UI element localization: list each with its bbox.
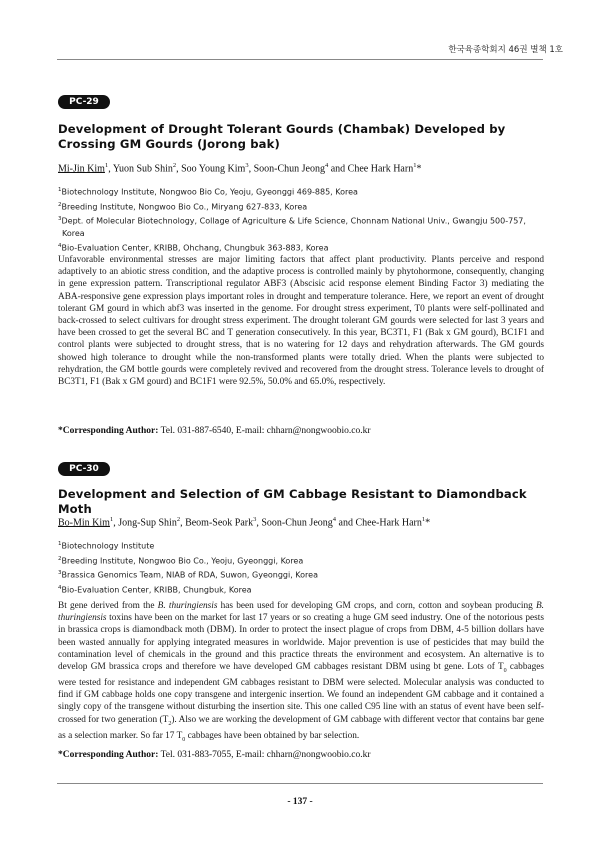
affiliation-text: Korea — [62, 228, 85, 238]
affiliation-mark: 1 — [58, 187, 62, 193]
abstract-id-badge: PC-30 — [58, 462, 110, 476]
author-name: Jong-Sup Shin — [118, 517, 177, 529]
generation-subscript: 0 — [182, 736, 186, 743]
abstract-title: Development of Drought Tolerant Gourds (Chambak) Developed by Crossing GM Gourds (Jorong bak) — [58, 122, 506, 151]
author-affil-mark: 1 — [104, 162, 109, 169]
author-name: Yuon Sub Shin — [112, 163, 173, 175]
abstract-body — [58, 600, 544, 746]
author-name: Soon-Chun Jeong — [253, 163, 325, 175]
generation-subscript: 0 — [503, 667, 507, 674]
author-affil-mark: 2 — [176, 516, 181, 523]
author-affil-mark: 2 — [172, 162, 177, 169]
footer-divider — [57, 783, 543, 784]
author-affil-mark: 1 — [109, 516, 114, 523]
author-separator: , — [180, 517, 186, 529]
corresponding-author-contact: Tel. 031-883-7055, E-mail: chharn@nongwoobio.co.kr — [158, 750, 371, 760]
corresponding-author — [58, 750, 544, 760]
affiliation-mark: 2 — [58, 555, 62, 562]
affiliation-text: Breeding Institute, Nongwoo Bio Co., Miryang 627-833, Korea — [61, 202, 308, 212]
author-separator: , — [176, 163, 182, 175]
author-name: Beom-Seok Park — [185, 517, 254, 529]
species-name: B. thuringiensis — [157, 601, 218, 611]
author-separator: and — [336, 517, 356, 529]
affiliation-mark: 3 — [58, 216, 62, 223]
author-list — [58, 159, 544, 175]
generation-subscript: 2 — [168, 720, 172, 727]
abstract-text: has been used for developing GM crops, and corn, cotton and soybean producing — [217, 601, 536, 611]
abstract-body: Unfavorable environmental stresses are major limiting factors that affect plant productivity. Plants perceive and respond adaptively to an abiotic stress condition, and the adaptive process is controlled mainly by phytohormone, consequently, changing in gene expression pattern. Transcriptional regulator ABF3 (Abscisic acid response element Binding Factor 3) mediating the ABA-responsive gene expression plays important roles in drought and temperature tolerance. Here, we report an event of drought tolerant GM gourd in which abf3 was inserted in the genome. For drought stress experiment, T0 plants were self-pollinated and back-crossed to select cultivars for drought stress experiment. The drought tolerant GM gourds were selected for last 3 years and have been crossed to get the several BC and T generation consecutively. In this year, BC3T1, F1 (Bak x GM gourd), BC1F1 and control plants were subjected to drought stress, that is no watering for 12 days and rehydration afterwards. The GM gourds showed high tolerance to drought while the non-transformed plants were totally dried. When the plants were subjected to rehydration, the GM bottle gourds were completely revived and recovered from the drought stress. Tolerance levels to drought of BC3T1, F1 (Bak x GM gourd) and BC1F1 were 92.5%, 50.0% and 65.0%, respectively. — [58, 255, 544, 388]
affiliation — [58, 184, 544, 199]
affiliation-mark: 2 — [58, 201, 62, 208]
affiliation-text: Bio-Evaluation Center, KRIBB, Ohchang, Chungbuk 363-883, Korea — [61, 243, 329, 253]
author-separator: * — [425, 517, 431, 529]
affiliation — [58, 553, 544, 568]
journal-header: 한국육종학회지 46권 별책 1호 — [448, 45, 563, 55]
abstract-text: cabbages were tested for resistance and independent GM cabbages resistant to DBM were selected. Molecular analysis was conducted to find if GM cabbage holds one copy transgene and intergenic insertion. We found an independent GM cabbage and it contained a singly copy of the transgene without disturbing the insertion site. This one called C95 line with an status of event have been self-crossed for two generation (T — [58, 662, 544, 725]
affiliation-list — [58, 538, 544, 597]
author-affil-mark: 1 — [413, 162, 417, 169]
header-divider — [57, 59, 543, 60]
author-name: Soon-Chun Jeong — [261, 517, 333, 529]
affiliation — [58, 213, 544, 228]
affiliation — [58, 199, 544, 214]
affiliation-text: Biotechnology Institute — [61, 541, 155, 551]
corresponding-author-label: *Corresponding Author: — [58, 750, 159, 760]
affiliation-mark: 1 — [58, 541, 62, 547]
corresponding-author-contact: Tel. 031-887-6540, E-mail: chharn@nongwoobio.co.kr — [158, 426, 371, 436]
author-name: Bo-Min Kim — [58, 517, 110, 529]
affiliation-text: Brassica Genomics Team, NIAB of RDA, Suwon, Gyeonggi, Korea — [61, 570, 318, 580]
page-number: - 137 - — [287, 797, 313, 807]
abstract-text: toxins have been on the market for last 17 years or so creating a huge GM seed industry. One of the notorious pests in brassica crops is diamondback moth (DBM). In order to protect the insect plague of crops from DBM, 4-5 billion dollars have been wasted annually for applying integrated measures in worldwide. Major prevention is use of pesticides that may build the contamination level of chemicals in the ground and this practice threats the environment and ecosystem. An alternative is to develop GM brassica crops and therefore we have developed GM cabbages resistant DBM using bt gene. Lots of T — [58, 613, 544, 673]
affiliation-continuation — [58, 228, 544, 240]
author-separator: , — [108, 163, 113, 175]
author-list — [58, 513, 544, 529]
author-affil-mark: 3 — [253, 516, 257, 523]
species-name: B. thuringiensis — [58, 601, 544, 624]
affiliation-text: Bio-Evaluation Center, KRIBB, Chungbuk, Korea — [61, 585, 252, 595]
corresponding-author-label: *Corresponding Author: — [58, 426, 159, 436]
abstract-title: Development and Selection of GM Cabbage Resistant to Diamondback Moth — [58, 487, 527, 516]
affiliation — [58, 567, 544, 582]
author-separator: , — [248, 163, 254, 175]
author-affil-mark: 4 — [324, 162, 329, 169]
author-affil-mark: 4 — [332, 516, 337, 523]
author-separator: * — [416, 163, 422, 175]
affiliation-mark: 3 — [58, 570, 62, 577]
affiliation — [58, 240, 544, 255]
corresponding-author — [58, 426, 544, 436]
author-affil-mark: 3 — [245, 162, 249, 169]
author-separator: , — [113, 517, 119, 529]
abstract-text: ). Also we are working the development of GM cabbage with different vector that contains bar gene as a selection marker. So far 17 T — [58, 714, 544, 741]
affiliation-text: Breeding Institute, Nongwoo Bio Co., Yeoju, Gyeonggi, Korea — [61, 556, 304, 566]
affiliation-list — [58, 184, 544, 255]
author-separator: and — [328, 163, 348, 175]
abstract-text: cabbages have been obtained by bar selection. — [185, 730, 360, 741]
author-name: Mi-Jin Kim — [58, 163, 105, 175]
abstract-text: Bt gene derived from the — [58, 601, 158, 611]
affiliation-mark: 4 — [58, 242, 62, 249]
affiliation — [58, 538, 544, 553]
author-separator: , — [256, 517, 262, 529]
abstract-id-badge: PC-29 — [58, 95, 110, 109]
author-name: Chee Hark Harn — [347, 163, 414, 175]
author-name: Chee-Hark Harn — [355, 517, 422, 529]
affiliation — [58, 582, 544, 597]
author-name: Soo Young Kim — [181, 163, 246, 175]
affiliation-text: Dept. of Molecular Biotechnology, Collage of Agriculture & Life Science, Chonnam National Univ., Gwangju 500-757, — [61, 216, 526, 226]
affiliation-text: Biotechnology Institute, Nongwoo Bio Co, Yeoju, Gyeonggi 469-885, Korea — [61, 187, 358, 197]
author-affil-mark: 1 — [421, 516, 426, 523]
affiliation-mark: 4 — [58, 584, 62, 591]
